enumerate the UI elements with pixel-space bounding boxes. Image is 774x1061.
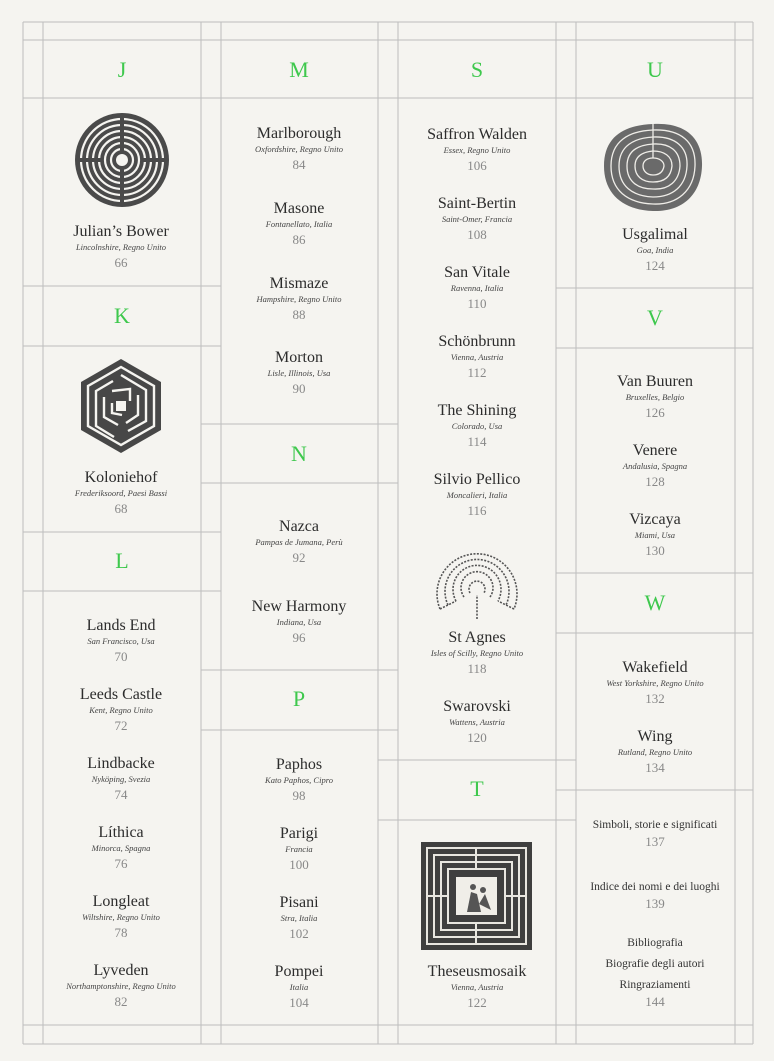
back-item-label: Bibliografia bbox=[627, 937, 683, 949]
entry-page: 66 bbox=[114, 255, 128, 270]
letter-n: N bbox=[291, 441, 307, 466]
back-item-simboli[interactable] bbox=[570, 818, 740, 852]
entry-location: Isles of Scilly, Regno Unito bbox=[430, 648, 524, 658]
back-item-page: 144 bbox=[645, 994, 665, 1009]
entry-theseusmosaik[interactable] bbox=[390, 962, 564, 1012]
entry-page: 108 bbox=[467, 227, 487, 242]
entry-location: Vienna, Austria bbox=[450, 982, 504, 992]
letter-m: M bbox=[289, 57, 309, 82]
entry-location: Wattens, Austria bbox=[449, 717, 505, 727]
back-item-page: 137 bbox=[645, 834, 665, 849]
koloniehof-maze-illustration bbox=[78, 357, 164, 455]
entry-name: Van Buuren bbox=[617, 373, 693, 390]
letter-u: U bbox=[647, 57, 663, 82]
entry-name: New Harmony bbox=[251, 598, 347, 615]
entry-koloniehof[interactable] bbox=[34, 468, 208, 518]
entry-saffron-walden[interactable] bbox=[390, 125, 564, 175]
entry-location: Pampas de Jumana, Perù bbox=[255, 537, 343, 547]
st-agnes-labyrinth-illustration bbox=[430, 535, 524, 621]
entry-page: 118 bbox=[467, 661, 487, 676]
entry-the-shining[interactable] bbox=[390, 401, 564, 451]
entry-page: 116 bbox=[467, 503, 487, 518]
entry-name: Líthica bbox=[98, 824, 144, 841]
entry-name: Paphos bbox=[275, 756, 323, 773]
letter-l: L bbox=[115, 548, 129, 573]
entry-name: Longleat bbox=[92, 893, 150, 910]
entry-location: Francia bbox=[285, 844, 313, 854]
back-item-label: Biografie degli autori bbox=[605, 958, 705, 970]
entry-page: 72 bbox=[114, 718, 128, 733]
entry-name: Silvio Pellico bbox=[433, 471, 521, 488]
letter-v: V bbox=[647, 305, 663, 330]
letter-s: S bbox=[470, 57, 484, 82]
entry-name: Nazca bbox=[279, 518, 319, 535]
entry-location: Rutland, Regno Unito bbox=[617, 747, 693, 757]
entry-lands-end[interactable] bbox=[34, 616, 208, 666]
entry-nazca[interactable] bbox=[212, 517, 386, 567]
entry-san-vitale[interactable] bbox=[390, 263, 564, 313]
entry-page: 120 bbox=[467, 730, 487, 745]
entry-page: 88 bbox=[292, 307, 306, 322]
letter-w: W bbox=[644, 590, 666, 615]
entry-page: 76 bbox=[114, 856, 128, 871]
entry-name: Leeds Castle bbox=[79, 686, 163, 703]
entry-usgalimal[interactable] bbox=[568, 225, 742, 275]
entry-location: Ravenna, Italia bbox=[450, 283, 504, 293]
entry-page: 74 bbox=[114, 787, 128, 802]
entry-mismaze[interactable] bbox=[212, 274, 386, 324]
entry-page: 106 bbox=[467, 158, 487, 173]
entry-name: Wakefield bbox=[622, 659, 688, 676]
entry-silvio-pellico[interactable] bbox=[390, 470, 564, 520]
entry-name: Saffron Walden bbox=[427, 126, 527, 143]
julians-bower-maze-illustration bbox=[74, 112, 170, 208]
entry-page: 98 bbox=[292, 788, 306, 803]
entry-name: Vizcaya bbox=[629, 511, 681, 528]
entry-location: Indiana, Usa bbox=[276, 617, 322, 627]
entry-marlborough[interactable] bbox=[212, 124, 386, 174]
entry-lyveden[interactable] bbox=[34, 961, 208, 1011]
letter-j: J bbox=[117, 57, 127, 82]
entry-page: 128 bbox=[645, 474, 665, 489]
entry-name: Schönbrunn bbox=[438, 333, 516, 350]
entry-name: Pompei bbox=[274, 963, 324, 980]
entry-page: 96 bbox=[292, 630, 306, 645]
entry-page: 100 bbox=[289, 857, 309, 872]
entry-van-buuren[interactable] bbox=[568, 372, 742, 422]
entry-st-agnes[interactable] bbox=[390, 628, 564, 678]
entry-location: San Francisco, Usa bbox=[87, 636, 155, 646]
entry-page: 104 bbox=[289, 995, 309, 1010]
entry-page: 92 bbox=[292, 550, 306, 565]
entry-name: Lindbacke bbox=[87, 755, 155, 772]
entry-location: Goa, India bbox=[636, 245, 674, 255]
entry-name: Morton bbox=[275, 349, 323, 366]
letter-t: T bbox=[470, 776, 484, 801]
entry-wakefield[interactable] bbox=[568, 658, 742, 708]
entry-page: 130 bbox=[645, 543, 665, 558]
entry-location: Fontanellato, Italia bbox=[265, 219, 333, 229]
entry-new-harmony[interactable] bbox=[212, 597, 386, 647]
entry-name: Saint-Bertin bbox=[437, 195, 517, 212]
entry-page: 90 bbox=[292, 381, 306, 396]
entry-location: Nyköping, Svezia bbox=[91, 774, 151, 784]
entry-longleat[interactable] bbox=[34, 892, 208, 942]
back-item-biografie[interactable] bbox=[570, 957, 740, 971]
entry-pisani[interactable] bbox=[212, 893, 386, 943]
entry-location: Vienna, Austria bbox=[450, 352, 504, 362]
entry-julians-bower[interactable] bbox=[34, 222, 208, 272]
entry-page: 70 bbox=[114, 649, 128, 664]
entry-venere[interactable] bbox=[568, 441, 742, 491]
entry-page: 84 bbox=[292, 157, 306, 172]
entry-name: The Shining bbox=[437, 402, 517, 419]
entry-location: Moncalieri, Italia bbox=[446, 490, 508, 500]
entry-morton[interactable] bbox=[212, 348, 386, 398]
entry-location: Northamptonshire, Regno Unito bbox=[66, 981, 176, 991]
entry-lithica[interactable] bbox=[34, 823, 208, 873]
entry-name: Julian’s Bower bbox=[73, 223, 169, 240]
entry-name: Usgalimal bbox=[622, 226, 688, 243]
entry-location: Lisle, Illinois, Usa bbox=[267, 368, 331, 378]
entry-name: Masone bbox=[273, 200, 325, 217]
entry-pompei[interactable] bbox=[212, 962, 386, 1012]
entry-location: Stra, Italia bbox=[280, 913, 318, 923]
entry-location: Frederiksoord, Paesi Bassi bbox=[74, 488, 168, 498]
entry-page: 124 bbox=[645, 258, 665, 273]
entry-swarovski[interactable] bbox=[390, 697, 564, 747]
back-item-page: 139 bbox=[645, 896, 665, 911]
entry-schonbrunn[interactable] bbox=[390, 332, 564, 382]
entry-page: 110 bbox=[467, 296, 487, 311]
entry-location: Hampshire, Regno Unito bbox=[256, 294, 342, 304]
entry-page: 114 bbox=[467, 434, 487, 449]
entry-location: Lincolnshire, Regno Unito bbox=[75, 242, 167, 252]
entry-page: 78 bbox=[114, 925, 128, 940]
back-item-label: Indice dei nomi e dei luoghi bbox=[590, 881, 720, 893]
entry-location: Oxfordshire, Regno Unito bbox=[255, 144, 343, 154]
entry-saint-bertin[interactable] bbox=[390, 194, 564, 244]
entry-location: Italia bbox=[289, 982, 309, 992]
entry-location: Miami, Usa bbox=[634, 530, 676, 540]
entry-location: Minorca, Spagna bbox=[91, 843, 151, 853]
entry-name: Marlborough bbox=[256, 125, 342, 142]
entry-location: West Yorkshire, Regno Unito bbox=[606, 678, 704, 688]
entry-name: Lands End bbox=[86, 617, 156, 634]
entry-location: Essex, Regno Unito bbox=[443, 145, 511, 155]
entry-location: Kato Paphos, Cipro bbox=[265, 775, 333, 785]
back-item-ringraziamenti[interactable] bbox=[570, 978, 740, 1012]
entry-name: Theseusmosaik bbox=[427, 963, 527, 980]
entry-name: St Agnes bbox=[448, 629, 506, 646]
entry-page: 122 bbox=[467, 995, 487, 1010]
letter-k: K bbox=[114, 303, 130, 328]
entry-location: Saint-Omer, Francia bbox=[441, 214, 513, 224]
entry-name: Mismaze bbox=[269, 275, 329, 292]
entry-page: 132 bbox=[645, 691, 665, 706]
entry-wing[interactable] bbox=[568, 727, 742, 777]
entry-name: Pisani bbox=[279, 894, 319, 911]
back-item-bibliografia[interactable] bbox=[570, 936, 740, 950]
entry-name: Lyveden bbox=[93, 962, 149, 979]
entry-name: Parigi bbox=[279, 825, 319, 842]
entry-parigi[interactable] bbox=[212, 824, 386, 874]
entry-name: Koloniehof bbox=[84, 469, 158, 486]
back-item-indice[interactable] bbox=[570, 880, 740, 914]
entry-location: Bruxelles, Belgio bbox=[625, 392, 685, 402]
entry-page: 82 bbox=[114, 994, 128, 1009]
entry-page: 112 bbox=[467, 365, 487, 380]
entry-lindbacke[interactable] bbox=[34, 754, 208, 804]
entry-page: 86 bbox=[292, 232, 306, 247]
back-item-label: Simboli, storie e significati bbox=[592, 819, 718, 831]
entry-masone[interactable] bbox=[212, 199, 386, 249]
entry-location: Wiltshire, Regno Unito bbox=[82, 912, 160, 922]
theseusmosaik-illustration bbox=[421, 842, 532, 950]
back-item-label: Ringraziamenti bbox=[619, 979, 691, 991]
entry-page: 102 bbox=[289, 926, 309, 941]
entry-name: Wing bbox=[637, 728, 673, 745]
entry-name: San Vitale bbox=[444, 264, 510, 281]
entry-location: Kent, Regno Unito bbox=[89, 705, 153, 715]
usgalimal-engraving-illustration bbox=[601, 120, 705, 214]
entry-page: 134 bbox=[645, 760, 665, 775]
entry-location: Andalusia, Spagna bbox=[622, 461, 688, 471]
entry-location: Colorado, Usa bbox=[451, 421, 503, 431]
letter-p: P bbox=[292, 686, 306, 711]
entry-paphos[interactable] bbox=[212, 755, 386, 805]
entry-name: Venere bbox=[632, 442, 678, 459]
entry-page: 126 bbox=[645, 405, 665, 420]
entry-page: 68 bbox=[114, 501, 128, 516]
entry-vizcaya[interactable] bbox=[568, 510, 742, 560]
entry-leeds-castle[interactable] bbox=[34, 685, 208, 735]
entry-name: Swarovski bbox=[443, 698, 511, 715]
